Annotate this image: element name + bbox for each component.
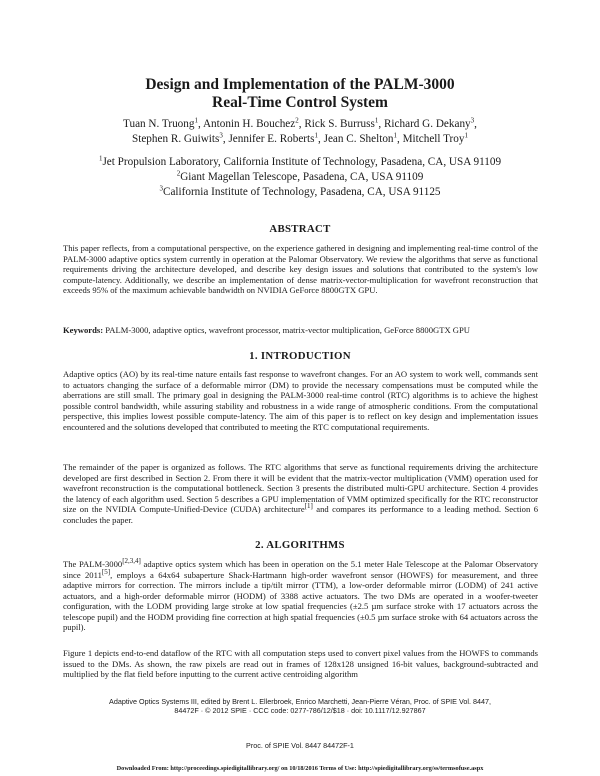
algorithms-text: The PALM-3000 [63,559,123,569]
author-affiliation-mark: 1 [393,131,398,140]
citation-ref: [2,3,4] [122,557,141,566]
introduction-paragraph-1: Adaptive optics (AO) by its real-time nature entails fast response to wavefront changes. For an AO system to work well, commands sent to actuators changing the surface of a deformable mirror (DM) to provide the necessary compensations must be computed while the aberrations are still small. The primary goal in designing the PALM-3000 real-time control (RTC) algorithms is to achieve the highest possible control bandwidth, while assuring stability and robustness in a wide range of atmospheric conditions. From the computational perspective, this implies lowest possible compute-latency. The aim of this paper is to reflect on key design and implementation issues encountered and the solutions developed that contributed to meeting the RTC computational requirements. [63,369,538,432]
footer-citation-line2: 84472F · © 2012 SPIE · CCC code: 0277-786/12/$18 · doi: 10.1117/12.927867 [174,706,426,715]
author-name: Antonin H. Bouchez [202,118,296,130]
affiliation-2 [0,171,600,184]
paper-title-line1: Design and Implementation of the PALM-3000 [145,76,455,93]
algorithms-text: , employs a 64x64 subaperture Shack-Hartmann high-order wavefront sensor (HOWFS) for measurement, and three adaptive mirrors for correction. The mirrors include a tip/tilt mirror (TTM), a low-order deformable mirror (LODM) of 241 active actuators, and a high-order deformable mirror (HODM) of 3388 active actuators. The two DMs are operated in a woofer-tweeter configuration, with the LODM providing large stroke at low spatial frequencies (±2.5 µm surface stroke with 17 actuators across the telescope pupil) and the HODM providing fine correction at high spatial frequencies (±0.5 µm surface stroke with 64 actuators across the pupil). [63,569,538,632]
algorithms-paragraph-1 [63,559,538,633]
algorithms-paragraph-2: Figure 1 depicts end-to-end dataflow of the RTC with all computation steps used to convert pixel values from the HOWFS to commands issued to the DMs. As shown, the raw pixels are read out in frames of 128x128 unsigned 16-bit values, background-subtracted and multiplied by the flat field before inputting to the current active centroiding algorithm [63,648,538,679]
paper-title-line2: Real-Time Control System [212,94,388,111]
affiliation-mark: 3 [159,184,163,193]
author-affiliation-mark: 1 [314,131,318,140]
author-affiliation-mark: 1 [194,116,198,125]
author-name: Jennifer E. Roberts [228,133,315,145]
download-notice: Downloaded From: http://proceedings.spiedigitallibrary.org/ on 10/18/2016 Terms of Use: http://spiedigitallibrary.org/ss/termsofuse.aspx [116,765,484,772]
author-name: Tuan N. Truong [123,118,195,130]
keywords-label: Keywords: [63,325,104,335]
affiliation-1 [0,156,600,169]
citation-ref: [1] [304,502,313,511]
intro-text: and compares its performance to a leading method. Section 6 concludes the paper. [63,504,538,525]
author-name: Stephen R. Guiwits [132,133,220,145]
affiliation-mark: 1 [98,154,103,163]
author-name: Mitchell Troy [402,133,465,145]
keywords-text: PALM-3000, adaptive optics, wavefront processor, matrix-vector multiplication, GeForce 8800GTX GPU [105,325,470,335]
author-name: Jean C. Shelton [323,133,394,145]
citation-ref: [5] [101,567,111,576]
author-list-line2: Stephen R. Guiwits$^3$, Jennifer E. Roberts$^1$, Jean C. Shelton$^1$, Mitchell Troy$^1$ [132,131,468,145]
author-affiliation-mark: 1 [374,116,379,125]
affiliation-text: Giant Magellan Telescope, Pasadena, CA, USA 91109 [180,171,424,183]
algorithms-text: adaptive optics system which has been in operation on the 5.1 meter Hale Telescope at the Palomar Observatory since 2011 [63,559,538,580]
section-2-heading: 2. ALGORITHMS [255,539,345,551]
page-number-label: Proc. of SPIE Vol. 8447 84472F-1 [246,741,354,750]
keywords [63,325,538,336]
author-affiliation-mark: 2 [295,116,299,125]
intro-text: The remainder of the paper is organized as follows. The RTC algorithms that serve as functional requirements driving the architecture developed are first described in Section 2. From there it will be evident that the matrix-vector multiplication (VMM) operation used for wavefront reconstruction is the computational bottleneck. Section 3 presents the distributed multi-GPU architecture. Section 4 provides the latency of each algorithm used. Section 5 describes a GPU implementation of VMM optimized specifically for the RTC reconstructor size on the NVIDIA Compute-Unified-Device (CUDA) architecture [63,462,538,514]
introduction-paragraph-2 [63,462,538,525]
affiliation-mark: 2 [176,169,181,178]
footer-citation-line1: Adaptive Optics Systems III, edited by Brent L. Ellerbroek, Enrico Marchetti, Jean-Pierre Véran, Proc. of SPIE Vol. 8447, [109,697,491,706]
author-name: Rick S. Burruss [304,118,375,130]
affiliation-text: Jet Propulsion Laboratory, California Institute of Technology, Pasadena, CA, USA 91109 [102,156,502,168]
affiliation-text: California Institute of Technology, Pasadena, CA, USA 91125 [162,186,441,198]
abstract-text: This paper reflects, from a computational perspective, on the experience gathered in designing and implementing real-time control of the PALM-3000 adaptive optics system currently in operation at the Palomar Observatory. We review the algorithms that serve as functional requirements driving the architecture developed, and describe key design issues and solutions that contributed to the system's low compute-latency. Additionally, we describe an implementation of dense matrix-vector-multiplication for wavefront reconstruction that exceeds 95% of the maximum achievable bandwidth on NVIDIA GeForce 8800GTX GPU. [63,243,538,295]
author-name: Richard G. Dekany [383,118,471,130]
affiliation-3 [0,186,600,199]
author-affiliation-mark: 1 [464,131,468,140]
author-affiliation-mark: 3 [470,116,475,125]
author-list-line1: Tuan N. Truong$^1$, Antonin H. Bouchez$^2$, Rick S. Burruss$^1$, Richard G. Dekany$^3$, [123,116,477,130]
section-1-heading: 1. INTRODUCTION [249,350,351,362]
author-affiliation-mark: 3 [219,131,223,140]
abstract-heading: ABSTRACT [269,223,331,235]
